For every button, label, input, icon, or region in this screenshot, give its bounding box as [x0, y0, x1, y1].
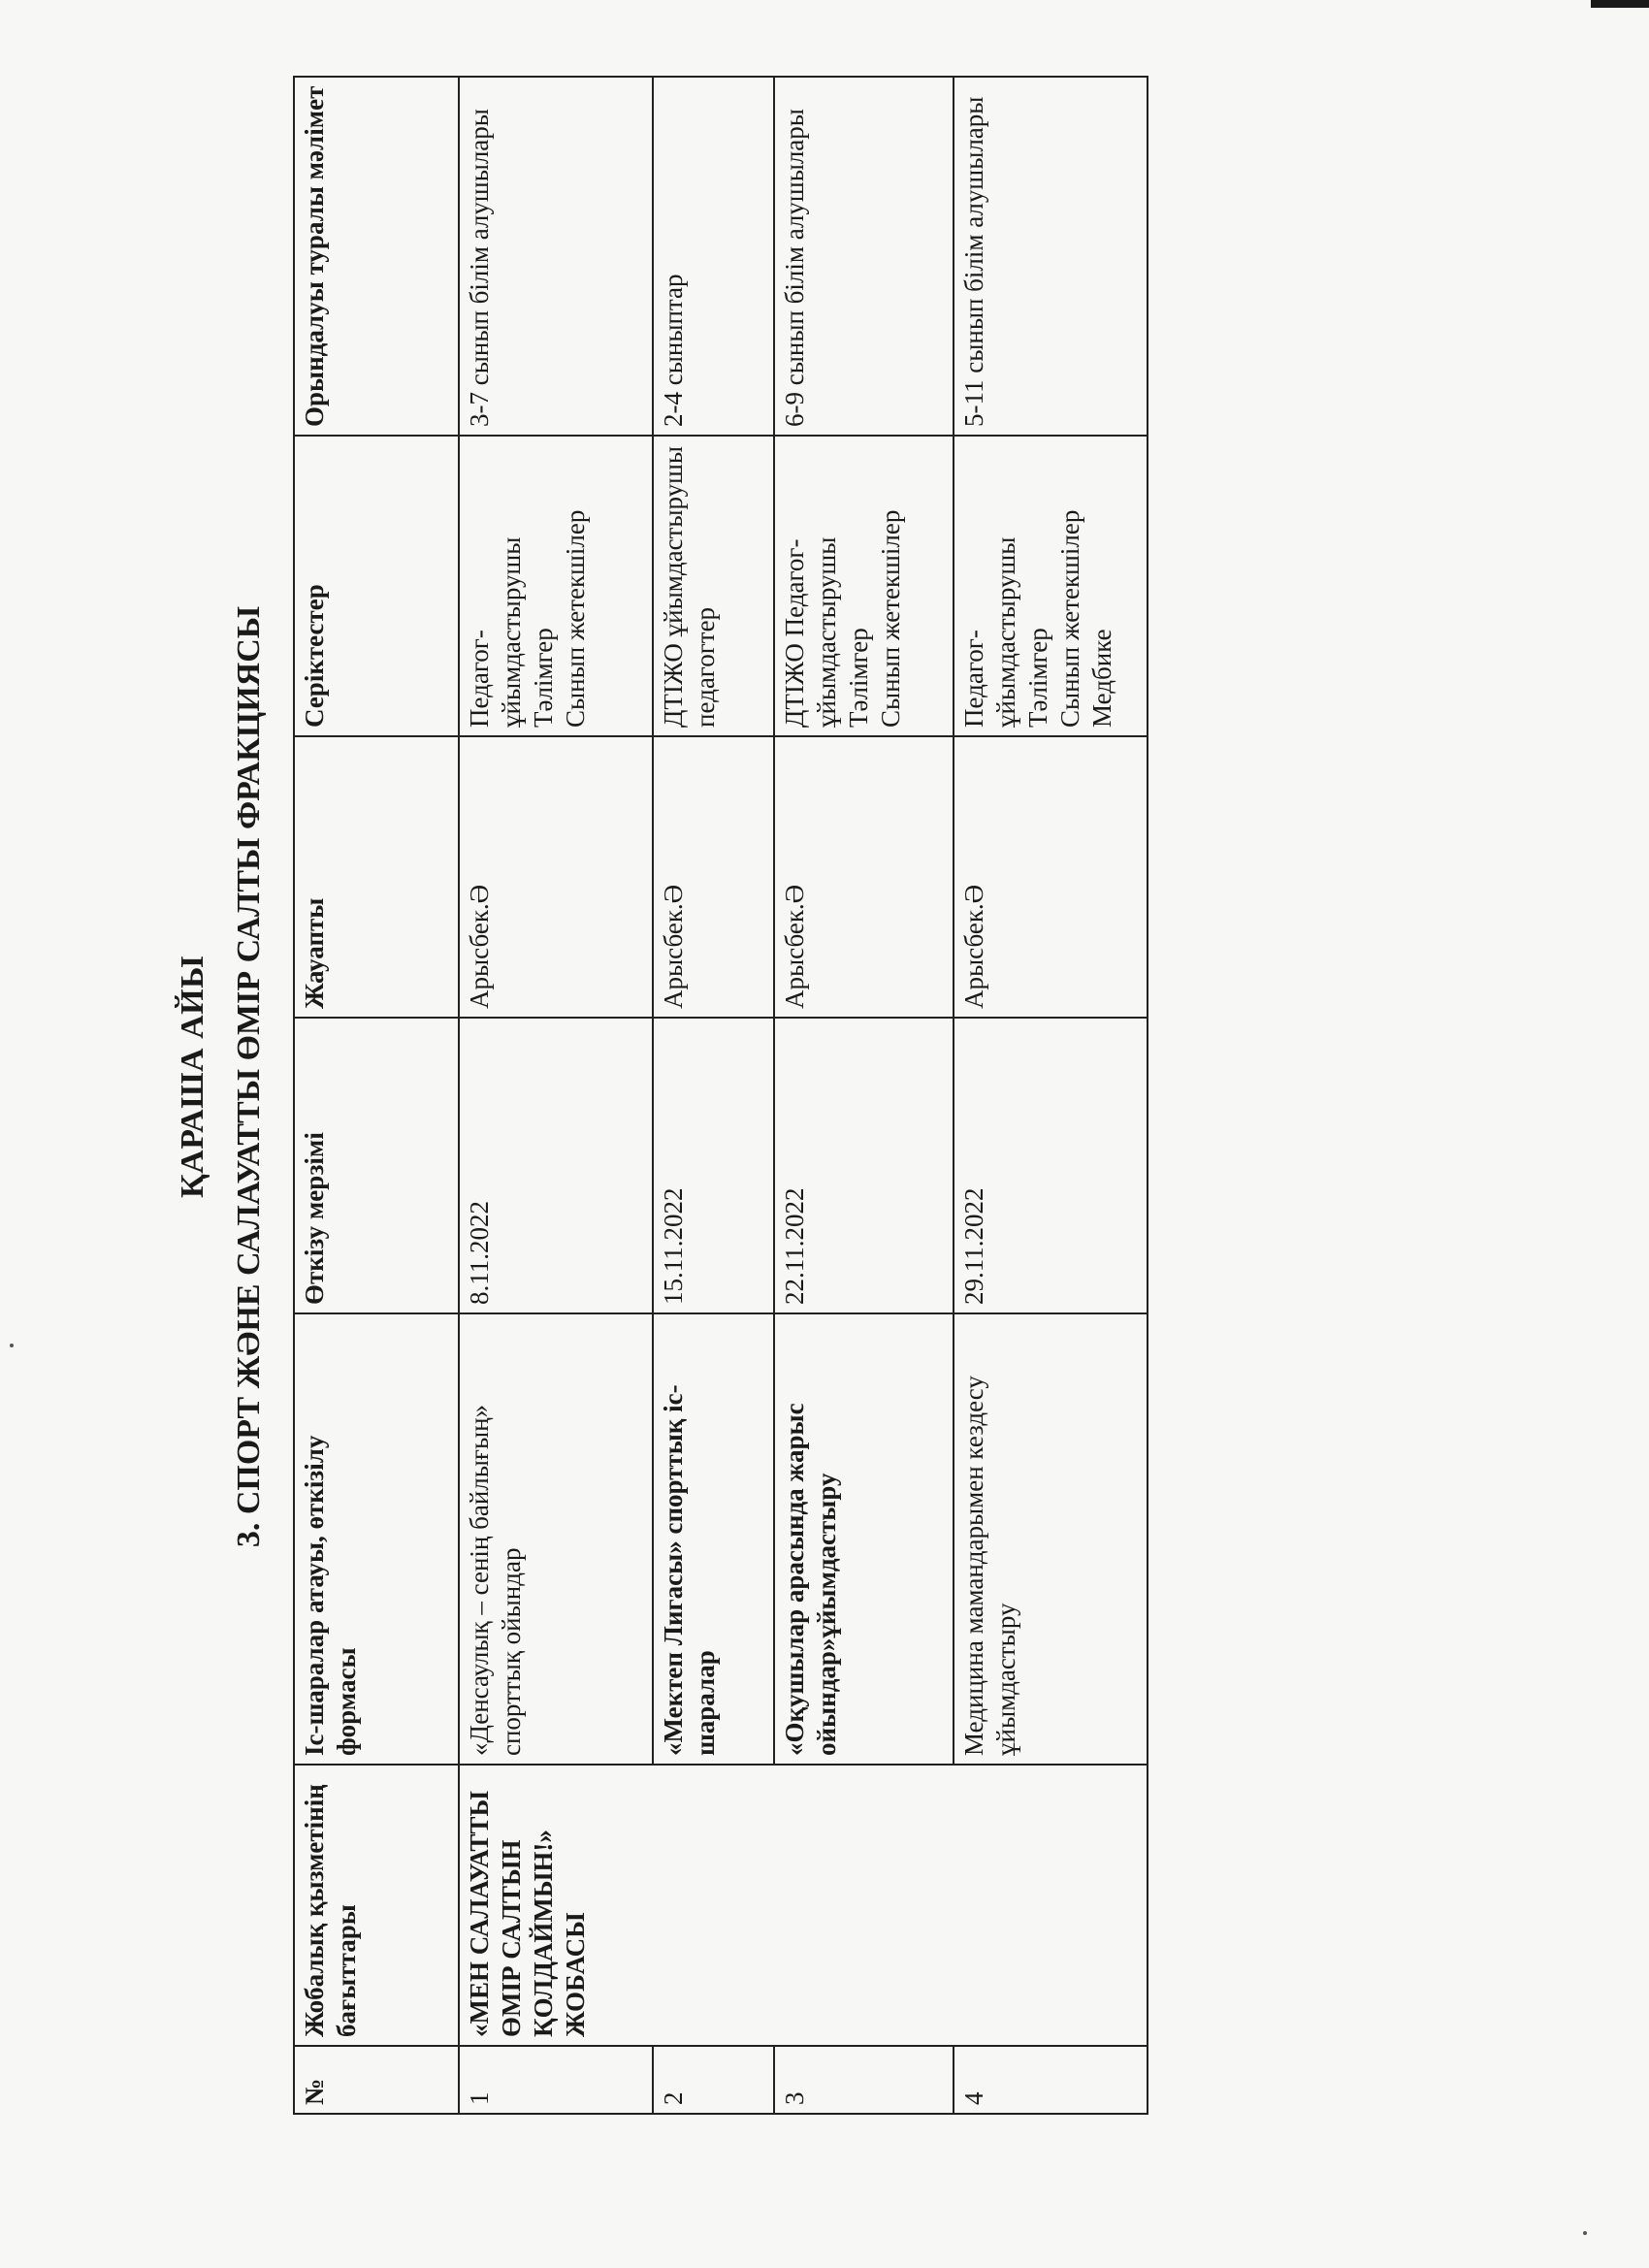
header-event: Іс-шаралар атауы, өткізілу формасы: [294, 1313, 459, 1765]
partner-item: Педагог-ұйымдастырушы: [959, 536, 1020, 728]
row-responsible: Арысбек.Ә: [653, 736, 774, 1018]
row-event: «Денсаулық – сенің байлығың» спорттық ойындар: [459, 1313, 653, 1765]
row-num: 2: [653, 2046, 774, 2114]
row-partners: [653, 436, 774, 736]
row-responsible: Арысбек.Ә: [954, 736, 1148, 1018]
row-responsible: Арысбек.Ә: [459, 736, 653, 1018]
partner-item: Педагог-ұйымдастырушы: [465, 536, 526, 728]
row-event: Медицина мамандарымен кездесу ұйымдастыру: [954, 1313, 1148, 1765]
partner-item: Сынып жетекшілер: [1054, 509, 1084, 728]
row-date: 22.11.2022: [774, 1018, 954, 1313]
row-partners: [774, 436, 954, 736]
table-row: [459, 77, 653, 2114]
row-partners: [954, 436, 1148, 736]
partner-item: Тәлімгер: [843, 628, 873, 728]
header-date: Өткізу мерзімі: [294, 1018, 459, 1313]
row-responsible: Арысбек.Ә: [774, 736, 954, 1018]
row-num: 4: [954, 2046, 1148, 2114]
header-info: Орындалуы туралы мәлімет: [294, 77, 459, 436]
row-event: «Оқушылар арасында жарыс ойындар»ұйымдастыру: [774, 1313, 954, 1765]
partner-item: ДТІЖО Педагог-ұйымдастырушы: [780, 536, 841, 728]
header-responsible: Жауапты: [294, 736, 459, 1018]
header-num: №: [294, 2046, 459, 2114]
partner-item: Медбике: [1086, 629, 1116, 728]
row-info: 3-7 сынып білім алушылары: [459, 77, 653, 436]
row-info: 2-4 сыныптар: [653, 77, 774, 436]
header-partners: Серіктестер: [294, 436, 459, 736]
row-event-text: «Мектеп Лигасы» спорттық іс-шаралар: [659, 1384, 720, 1756]
row-partners: [459, 436, 653, 736]
partner-item: ДТІЖО ұйымдастырушы педагогтер: [659, 445, 720, 728]
row-date: 15.11.2022: [653, 1018, 774, 1313]
partner-item: Сынып жетекшілер: [875, 509, 905, 728]
partner-item: Тәлімгер: [528, 628, 558, 728]
row-num: 3: [774, 2046, 954, 2114]
row-info: 5-11 сынып білім алушылары: [954, 77, 1148, 436]
row-num: 1: [459, 2046, 653, 2114]
page-title: ҚАРАША АЙЫ: [175, 956, 210, 1198]
row-date: 29.11.2022: [954, 1018, 1148, 1313]
partner-item: Тәлімгер: [1022, 628, 1052, 728]
header-direction: Жобалық қызметінің бағыттары: [294, 1765, 459, 2046]
project-direction: «МЕН САЛАУАТТЫ ӨМІР САЛТЫН ҚОЛДАЙМЫН!» ЖОБАСЫ: [459, 1765, 1148, 2046]
activity-table: [293, 76, 1148, 2115]
rotated-content: [175, 19, 1116, 2134]
row-info: 6-9 сынып білім алушылары: [774, 77, 954, 436]
partner-item: Сынып жетекшілер: [560, 509, 590, 728]
table-header-row: [294, 77, 459, 2114]
row-event: [653, 1313, 774, 1765]
row-date: 8.11.2022: [459, 1018, 653, 1313]
page-subtitle: 3. СПОРТ ЖӘНЕ САЛАУАТТЫ ӨМІР САЛТЫ ФРАКЦИЯСЫ: [231, 605, 267, 1548]
